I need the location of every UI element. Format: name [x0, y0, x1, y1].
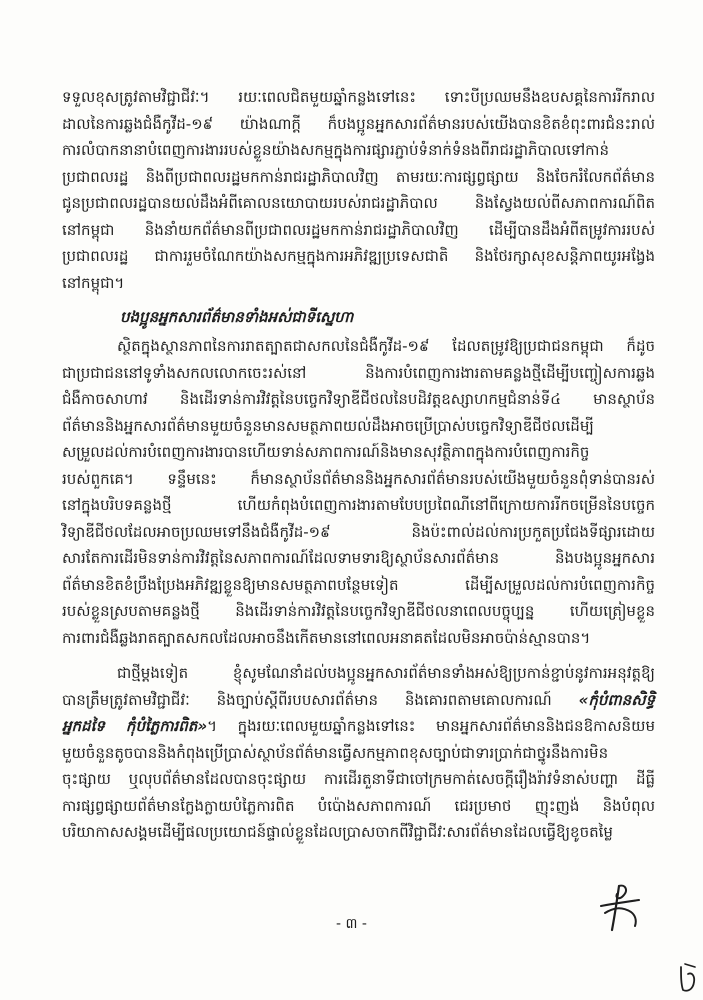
text-line: មួយចំនួនតូចបាននិងកំពុងប្រើប្រាស់ស្ថាប័នព័ត៌មានធ្វើសកម្មភាពខុសច្បាប់ជាទារប្រាក់ជាថ្នូរនឹងការមិន: [62, 743, 609, 762]
text-line: ជូនប្រជាពលរដ្ឋបានយល់ដឹងអំពីគោលនយោបាយរបស់រាជរដ្ឋាភិបាល និងស្វែងយល់ពីសភាពការណ៍ពិត: [62, 194, 655, 212]
line-text: ។ ក្នុងរយៈពេលមួយឆ្នាំកន្លងទៅនេះ មានអ្នកសារព័ត៌មាននិងជនឱកាសនិយម: [207, 717, 655, 735]
text-line: វិទ្យាឌីជីថលដែលអាចប្រឈមទៅនឹងជំងឺកូវីដ-១៩ និងប៉ះពាល់ដល់ការប្រកួតប្រជែងទីផ្សារដោយ: [62, 522, 655, 541]
text-line: ការពារជំងឺឆ្លងរាតត្បាតសកលដែលអាចនឹងកើតមាននៅពេលអនាគតដែលមិនអាចប៉ាន់ស្មានបាន។: [62, 628, 591, 647]
text-line: នៅកម្ពុជា និងនាំយកព័ត៌មានពីប្រជាពលរដ្ឋមកកាន់រាជរដ្ឋាភិបាលវិញ ដើម្បីបានដឹងអំពីតម្រូវការរបស់: [62, 220, 655, 239]
paragraph: [62, 84, 655, 296]
page-number: - ៣ -: [336, 916, 367, 932]
text-line: [62, 687, 655, 714]
paragraph: [62, 333, 655, 651]
text-line: នៅកម្ពុជា។: [62, 273, 125, 292]
emphasized-quote: «កុំបំពានសិទ្ធិ: [578, 690, 655, 709]
text-line: របស់ខ្លួនស្របតាមគន្លងថ្មី និងដើរទាន់ការវិវត្តនៃបច្ចេកវិទ្យាឌីជីថលនាពេលបច្ចុប្បន្ន ហើយត្រៀមខ្លួន: [62, 602, 655, 620]
text-line: ព័ត៌មានខិតខំប្រឹងប្រែងអភិវឌ្ឍខ្លួនឱ្យមានសមត្ថភាពបន្ថែមទៀត ដើម្បីសម្រួលដល់ការបំពេញការកិច្ច: [62, 575, 655, 594]
text-line: ការផ្សព្វផ្សាយព័ត៌មានក្លែងក្លាយបំភ្លៃការពិត បំប៉ោងសភាពការណ៍ ជេរប្រមាថ ញុះញង់ និងបំពុល: [62, 796, 655, 815]
text-line: ព័ត៌មាននិងអ្នកសារព័ត៌មានមួយចំនួនមានសមត្ថភាពយល់ដឹងអាចប្រើប្រាស់បច្ចេកវិទ្យាឌីជីថលដើម្បី: [62, 416, 594, 435]
text-line: សម្រួលដល់ការបំពេញការងារបានហើយទាន់សភាពការណ៍និងមានសុវត្ថិភាពក្នុងការបំពេញការកិច្ច: [62, 443, 590, 461]
text-line: របស់ពួកគេ។ ទន្ទឹមនេះ ក៏មានស្ថាប័នព័ត៌មាននិងអ្នកសារព័ត៌មានរបស់យើងមួយចំនួនពុំទាន់បានរស់: [62, 469, 655, 488]
handwritten-initial-icon: [676, 960, 700, 994]
text-line: ប្រជាពលរដ្ឋ ជាការរួមចំណែកយ៉ាងសកម្មក្នុងការអភិវឌ្ឍប្រទេសជាតិ និងថែរក្សាសុខសន្តិភាពយូរអង្វែង: [62, 247, 655, 265]
text-line: ដាលនៃការឆ្លងជំងឺកូវីដ-១៩ យ៉ាងណាក្តី ក៏បងប្អូនអ្នកសារព័ត៌មានរបស់យើងបានខិតខំពុះពារជំនះរាល់: [62, 114, 655, 133]
section-heading: បងប្អូនអ្នកសារព័ត៌មានទាំងអស់ជាទីស្នេហា: [120, 308, 354, 326]
text-line: ចុះផ្សាយ ឬលុបព័ត៌មានដែលបានចុះផ្សាយ ការដើរតួនាទីជាចៅក្រមកាត់សេចក្តីរឿងរ៉ាវទំនាស់បញ្ហា ដីធ្លី: [62, 770, 655, 788]
text-line: ជាប្រជាជននៅទូទាំងសកលលោកចេះរស់នៅ និងការបំពេញការងារតាមគន្លងថ្មីដើម្បីបញ្ចៀសការឆ្លង: [62, 363, 655, 382]
text-line: [62, 713, 655, 740]
text-line: សារតែការដើរមិនទាន់ការវិវត្តនៃសភាពការណ៍ដែលទាមទារឱ្យស្ថាប័នសារព័ត៌មាន និងបងប្អូនអ្នកសារ: [62, 549, 655, 567]
text-line: ទទួលខុសត្រូវតាមវិជ្ជាជីវៈ។ រយៈពេលជិតមួយឆ្នាំកន្លងទៅនេះ ទោះបីប្រឈមនឹងឧបសគ្គនៃការរីករាល: [62, 88, 655, 106]
text-line: បរិយាកាសសង្គមដើម្បីផលប្រយោជន៍ផ្ទាល់ខ្លួនដែលប្រាសចាកពីវិជ្ជាជីវៈសារព័ត៌មានដែលធ្វើឱ្យខូចតម្លៃ: [62, 823, 613, 841]
text-line: ជំងឺកាចសាហាវ និងដើរទាន់ការវិវត្តនៃបច្ចេកវិទ្យាឌីជីថលនៃបដិវត្តឧស្សាហកម្មជំនាន់ទី៤ មានស្ថាប័ន: [62, 390, 655, 408]
line-text: បានត្រឹមត្រូវតាមវិជ្ជាជីវៈ និងច្បាប់ស្តីពីរបបសារព័ត៌មាន និងគោរពតាមគោលការណ៍: [62, 690, 579, 709]
text-line: ប្រជាពលរដ្ឋ និងពីប្រជាពលរដ្ឋមកកាន់រាជរដ្ឋាភិបាលវិញ តាមរយៈការផ្សព្វផ្សាយ និងចែករំលែកព័ត៌មាន: [62, 167, 655, 186]
text-line: ជាថ្មីម្តងទៀត ខ្ញុំសូមណែនាំដល់បងប្អូនអ្នកសារព័ត៌មានទាំងអស់ឱ្យប្រកាន់ខ្ជាប់នូវការអនុវត្តឱ្យ: [117, 664, 655, 682]
text-line: ស្ថិតក្នុងស្ថានភាពនៃការរាតត្បាតជាសកលនៃជំងឺកូវីដ-១៩ ដែលតម្រូវឱ្យប្រជាជនកម្ពុជា ក៏ដូច: [117, 337, 655, 355]
text-line: នៅក្នុងបរិបទគន្លងថ្មី ហើយកំពុងបំពេញការងារតាមបែបប្រពៃណីនៅពីក្រោយការរីកចម្រើននៃបច្ចេក: [62, 496, 655, 514]
text-line: ការលំបាកនានាបំពេញការងាររបស់ខ្លួនយ៉ាងសកម្មក្នុងការផ្សារភ្ជាប់ទំនាក់ទំនងពីរាជរដ្ឋាភិបាលទៅកាន់: [62, 141, 609, 159]
paragraph: [62, 660, 655, 846]
emphasized-quote: អ្នកដទៃ កុំបំភ្លៃការពិត»: [62, 717, 208, 735]
